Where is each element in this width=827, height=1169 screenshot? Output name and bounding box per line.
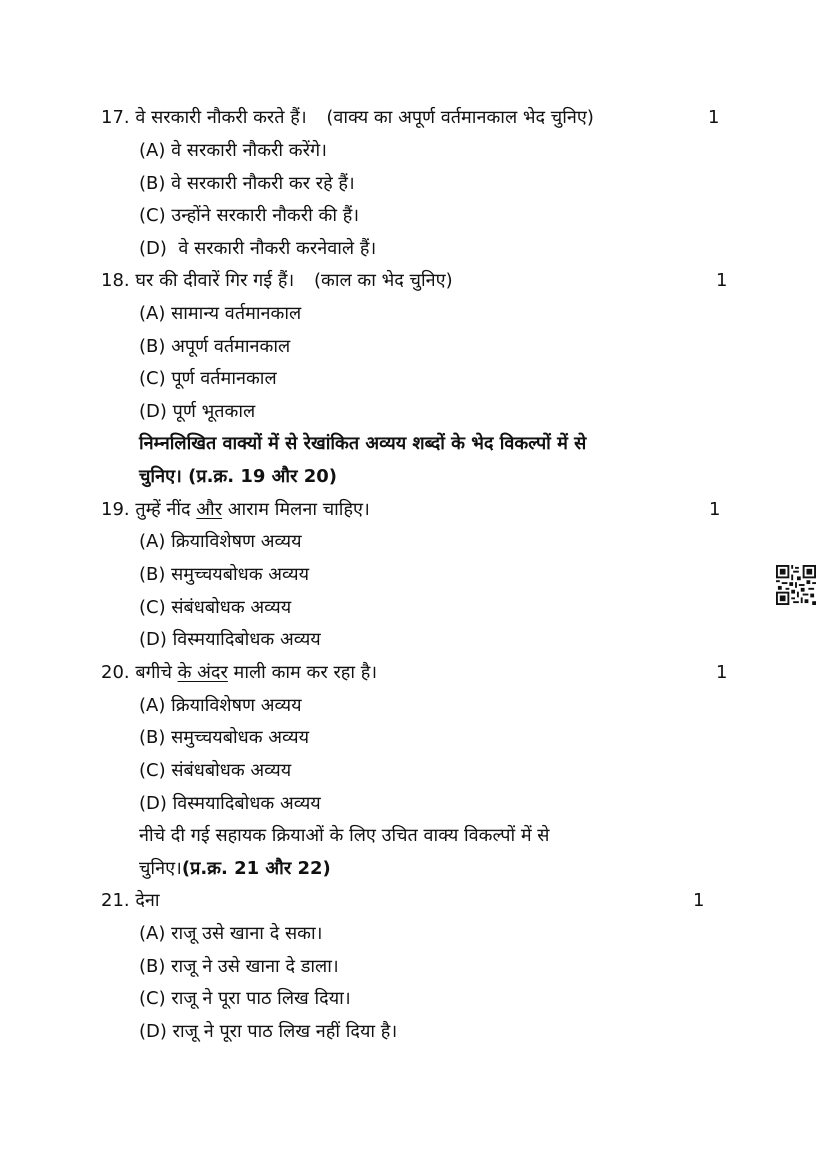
option-b: (B) वे सरकारी नौकरी कर रहे हैं। [139,173,355,194]
question-marks: 1 [716,270,728,291]
section-instruction-line-1: निम्नलिखित वाक्यों में से रेखांकित अव्यय शब्दों के भेद विकल्पों में से [139,433,587,454]
option-b: (B) समुच्चयबोधक अव्यय [139,564,310,585]
question-text: देना [135,890,160,911]
option-d: (D) विस्मयादिबोधक अव्यय [139,793,321,814]
question-text-after: आराम मिलना चाहिए। [222,499,370,520]
question-number: 19. [101,499,130,520]
option-d: (D) पूर्ण भूतकाल [139,401,256,422]
section-instruction-line-2 [139,857,331,881]
underlined-word: और [196,499,223,520]
option-b: (B) अपूर्ण वर्तमानकाल [139,336,291,357]
question-text: वे सरकारी नौकरी करते हैं। [135,107,307,128]
question-number: 20. [101,662,130,683]
question-19 [101,498,370,522]
option-d: (D) विस्मयादिबोधक अव्यय [139,629,321,650]
option-a: (A) क्रियाविशेषण अव्यय [139,531,302,552]
option-d: (D) वे सरकारी नौकरी करनेवाले हैं। [139,238,377,259]
underlined-word: के अंदर [177,662,228,683]
question-18 [101,269,453,293]
option-a: (A) सामान्य वर्तमानकाल [139,303,302,324]
question-number: 18. [101,270,130,291]
option-a: (A) क्रियाविशेषण अव्यय [139,695,302,716]
question-text-after: माली काम कर रहा है। [227,662,378,683]
question-marks: 1 [693,890,705,911]
option-c: (C) संबंधबोधक अव्यय [139,597,292,618]
question-text-before: तुम्हें नींद [135,499,197,520]
option-c: (C) संबंधबोधक अव्यय [139,760,292,781]
option-d: (D) राजू ने पूरा पाठ लिख नहीं दिया है। [139,1021,398,1042]
question-21 [101,889,160,913]
qr-code-icon [776,565,816,605]
instruction-plain: चुनिए। [139,858,182,879]
option-b: (B) समुच्चयबोधक अव्यय [139,727,310,748]
question-instruction: (काल का भेद चुनिए) [313,270,453,291]
question-instruction: (वाक्य का अपूर्ण वर्तमानकाल भेद चुनिए) [326,107,594,128]
option-b: (B) राजू ने उसे खाना दे डाला। [139,956,339,977]
question-marks: 1 [716,662,728,683]
option-a: (A) राजू उसे खाना दे सका। [139,923,323,944]
question-20 [101,661,377,685]
question-number: 21. [101,890,130,911]
question-marks: 1 [708,107,720,128]
option-a: (A) वे सरकारी नौकरी करेंगे। [139,140,327,161]
section-instruction-line-2: चुनिए। (प्र.क्र. 19 और 20) [139,466,337,487]
instruction-bold: (प्र.क्र. 21 और 22) [181,858,331,879]
question-marks: 1 [709,499,721,520]
option-c: (C) राजू ने पूरा पाठ लिख दिया। [139,988,351,1009]
option-c: (C) पूर्ण वर्तमानकाल [139,368,277,389]
question-text: घर की दीवारें गिर गई हैं। [135,270,295,291]
option-c: (C) उन्होंने सरकारी नौकरी की हैं। [139,205,360,226]
question-text-before: बगीचे [135,662,178,683]
question-number: 17. [101,107,130,128]
section-instruction-line-1: नीचे दी गई सहायक क्रियाओं के लिए उचित वाक्य विकल्पों में से [139,825,550,846]
question-17 [101,106,594,130]
